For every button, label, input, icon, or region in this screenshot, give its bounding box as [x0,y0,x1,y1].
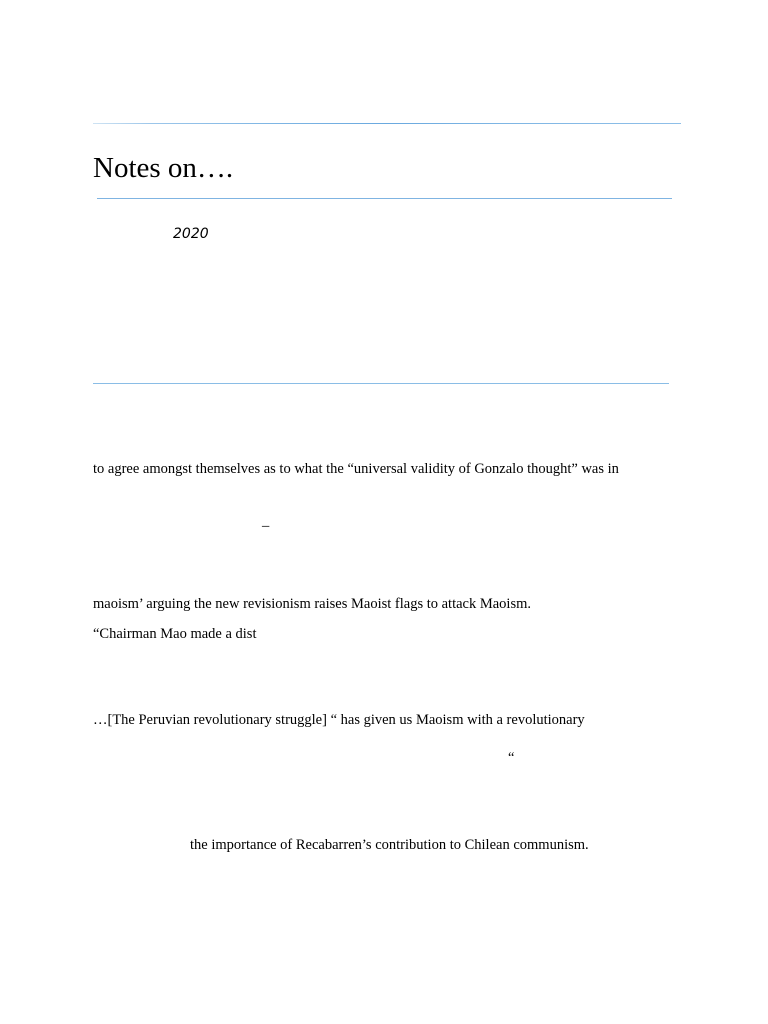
title-underline [97,198,672,199]
body-text-line: to agree amongst themselves as to what the “universal validity of Gonzalo thought” was in [93,461,619,477]
body-text-line: “ [508,750,515,766]
body-text-line: – [262,518,270,534]
body-text-line: the importance of Recabarren’s contribution to Chilean communism. [190,837,589,853]
section-divider [93,383,669,384]
document-year: 2020 [173,226,209,242]
document-title: Notes on…. [93,152,234,184]
body-text-line: maoism’ arguing the new revisionism raises Maoist flags to attack Maoism. [93,596,532,612]
header-divider [93,123,681,124]
body-text-line: “Chairman Mao made a dist [93,626,257,642]
body-text-line: …[The Peruvian revolutionary struggle] “ has given us Maoism with a revolutionary [93,712,585,728]
